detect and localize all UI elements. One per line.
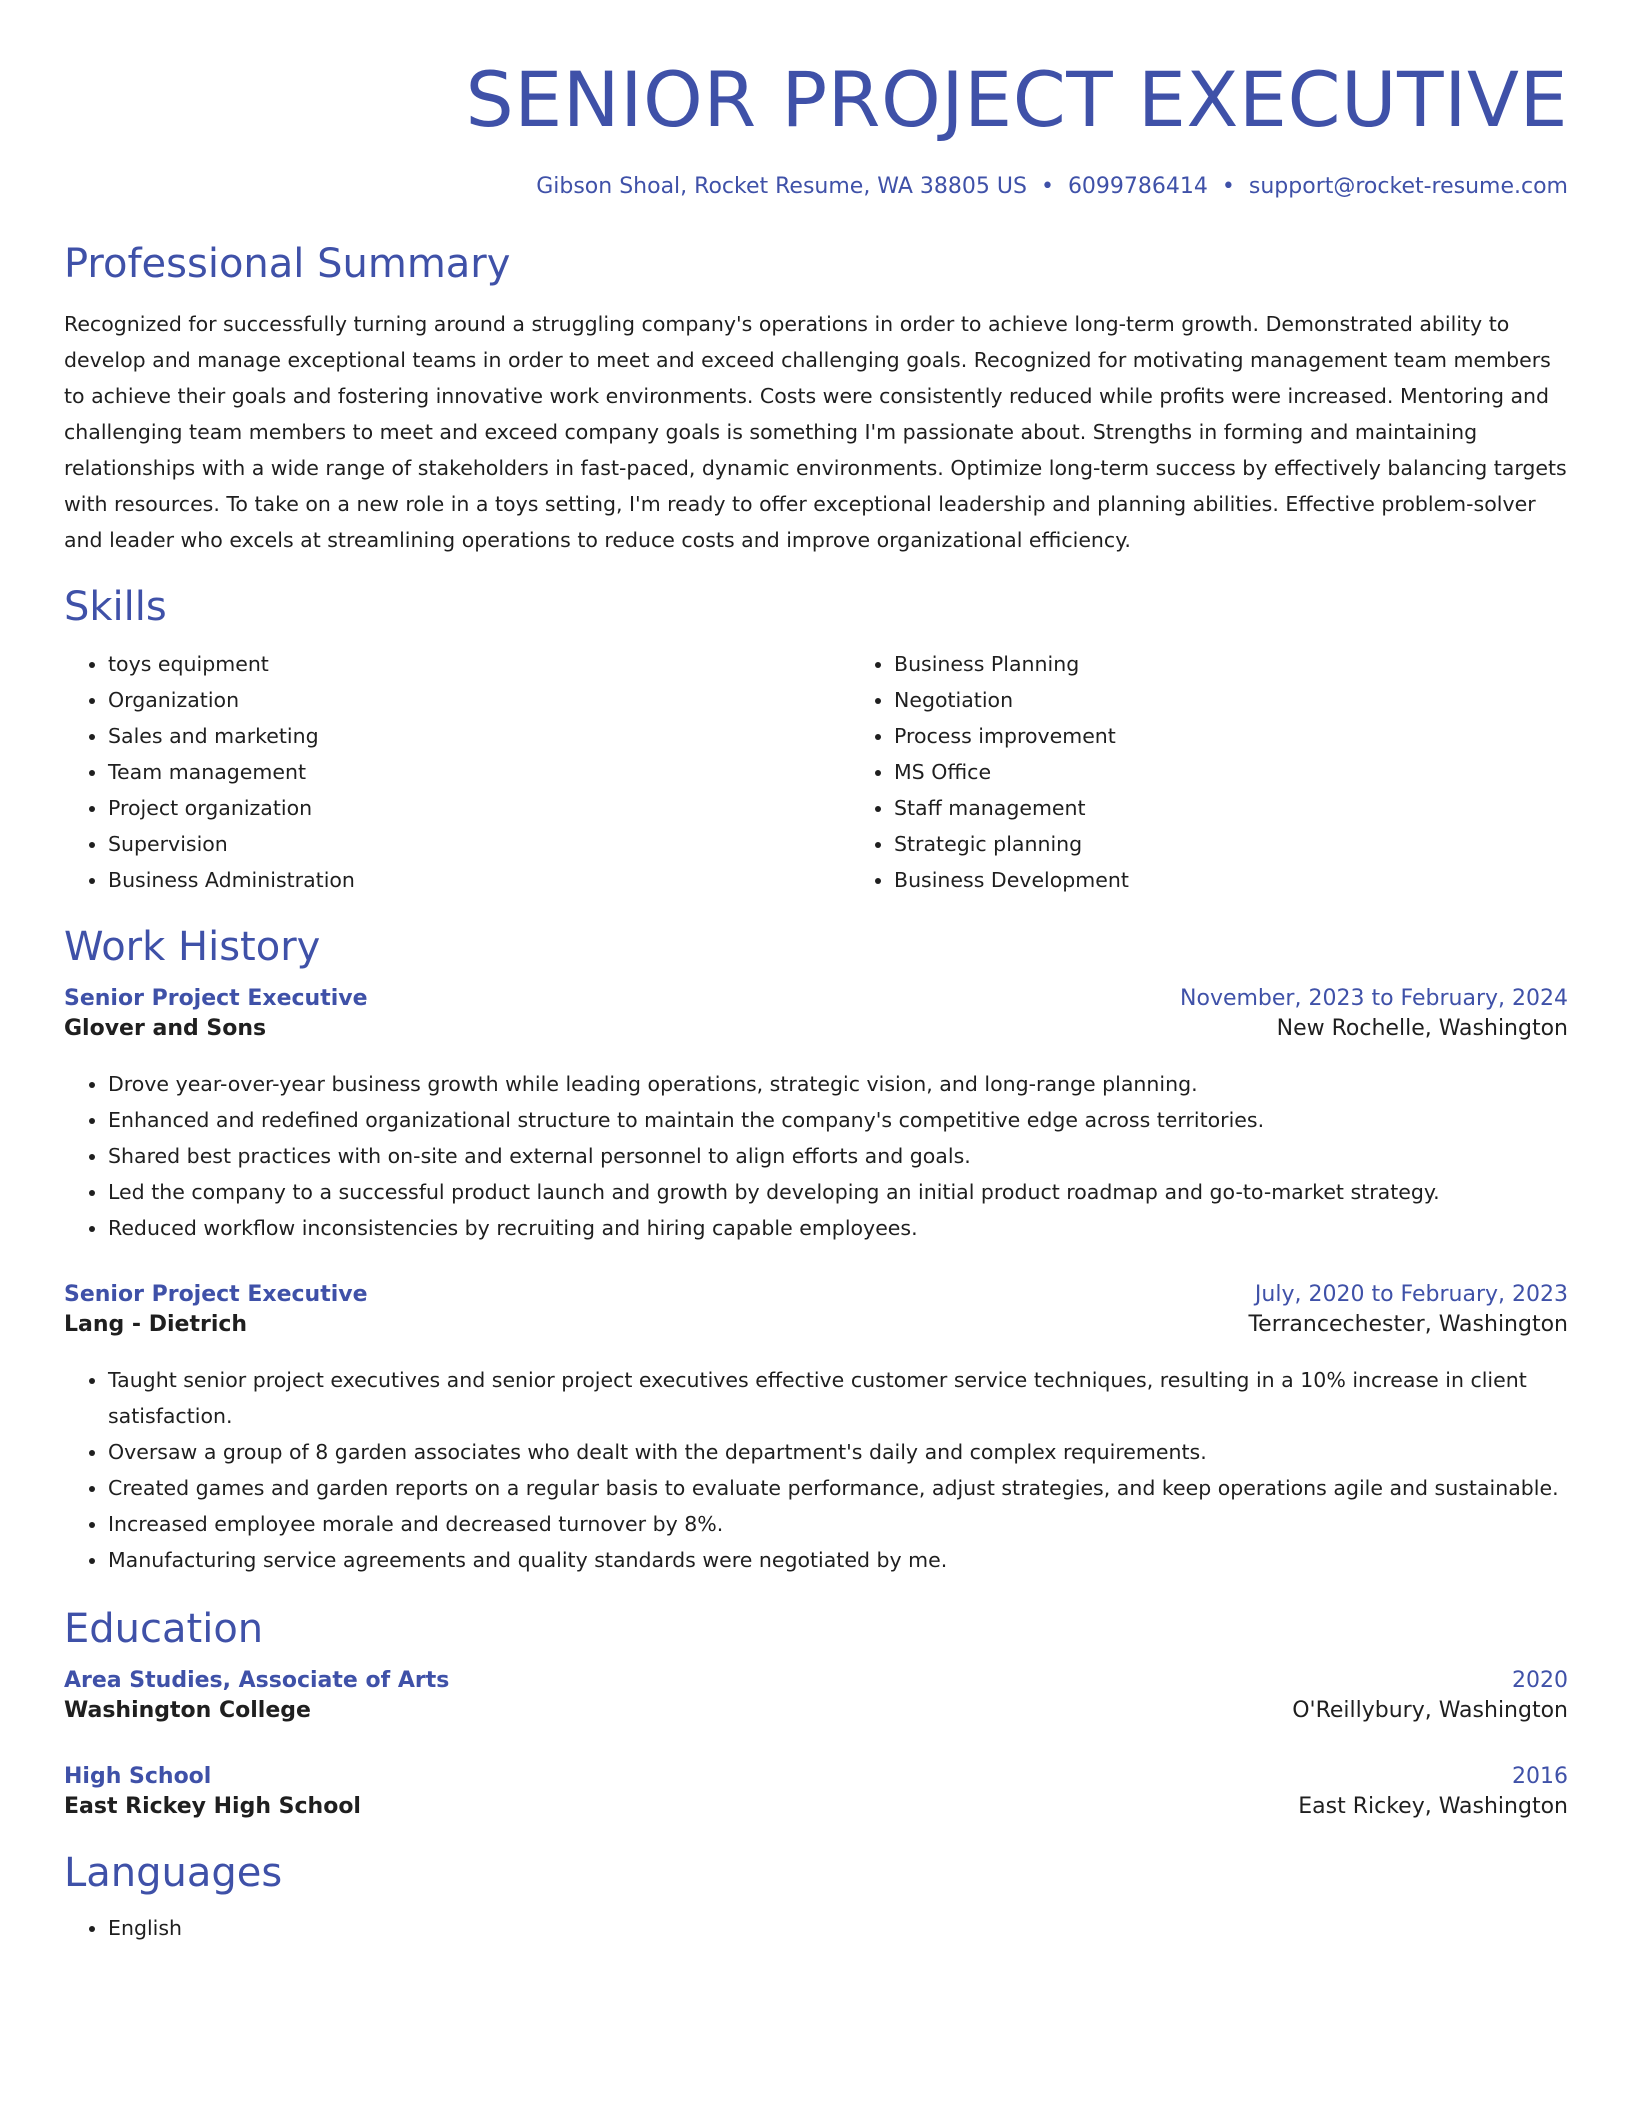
skill-item: • Project organization xyxy=(108,790,850,826)
job-title-row xyxy=(64,1280,1568,1310)
job-company: Lang - Dietrich xyxy=(64,1312,248,1337)
job-bullet: • Reduced workflow inconsistencies by recruiting and hiring capable employees. xyxy=(108,1210,1568,1246)
section-title-education: Education xyxy=(64,1606,264,1652)
education-year: 2020 xyxy=(1512,1668,1568,1693)
skill-item: • toys equipment xyxy=(108,646,850,682)
section-title-skills: Skills xyxy=(64,584,167,630)
skill-item: • Strategic planning xyxy=(894,826,1632,862)
education-location: O'Reillybury, Washington xyxy=(1292,1698,1568,1723)
languages-list xyxy=(64,1910,1568,1946)
job-bullets xyxy=(64,1362,1568,1578)
education-entry xyxy=(64,1666,1568,1726)
skills-columns xyxy=(64,646,1568,898)
contact-separator: • xyxy=(1221,174,1235,199)
skill-item: • Team management xyxy=(108,754,850,790)
education-degree-row xyxy=(64,1666,1568,1696)
job-entry xyxy=(64,984,1568,1246)
skill-item: • MS Office xyxy=(894,754,1632,790)
job-location: New Rochelle, Washington xyxy=(1276,1016,1568,1041)
job-bullet: • Created games and garden reports on a regular basis to evaluate performance, adjust strategies, and keep operations agile and sustainable. xyxy=(108,1470,1568,1506)
contact-email: support@rocket-resume.com xyxy=(1248,174,1568,199)
job-company-row xyxy=(64,1310,1568,1340)
job-location: Terrancechester, Washington xyxy=(1248,1312,1568,1337)
job-bullet: • Manufacturing service agreements and quality standards were negotiated by me. xyxy=(108,1542,1568,1578)
skill-item: • Business Administration xyxy=(108,862,850,898)
job-bullet: • Enhanced and redefined organizational structure to maintain the company's competitive edge across territories. xyxy=(108,1102,1568,1138)
education-school: Washington College xyxy=(64,1698,311,1723)
skill-item: • Supervision xyxy=(108,826,850,862)
work-history-section xyxy=(64,922,1568,1578)
skill-item: • Sales and marketing xyxy=(108,718,850,754)
job-bullet: • Shared best practices with on-site and external personnel to align efforts and goals. xyxy=(108,1138,1568,1174)
job-bullets xyxy=(64,1066,1568,1246)
job-bullet: • Drove year-over-year business growth while leading operations, strategic vision, and long-range planning. xyxy=(108,1066,1568,1102)
education-degree-row xyxy=(64,1762,1568,1792)
skills-list-right xyxy=(850,646,1632,898)
skill-item: • Business Planning xyxy=(894,646,1632,682)
job-bullet: • Increased employee morale and decreased turnover by 8%. xyxy=(108,1506,1568,1542)
job-bullet: • Oversaw a group of 8 garden associates who dealt with the department's daily and complex requirements. xyxy=(108,1434,1568,1470)
language-item: • English xyxy=(108,1910,1568,1946)
education-school: East Rickey High School xyxy=(64,1794,361,1819)
contact-separator: • xyxy=(1040,174,1054,199)
job-bullet: • Taught senior project executives and senior project executives effective customer service techniques, resulting in a 10% increase in client satisfaction. xyxy=(108,1362,1568,1434)
professional-summary-section xyxy=(64,239,1568,558)
job-bullet: • Led the company to a successful product launch and growth by developing an initial product roadmap and go-to-market strategy. xyxy=(108,1174,1568,1210)
education-entry xyxy=(64,1762,1568,1822)
job-title: Senior Project Executive xyxy=(64,1282,368,1307)
contact-address: Gibson Shoal, Rocket Resume, WA 38805 US xyxy=(536,174,1027,199)
education-degree: High School xyxy=(64,1764,212,1789)
education-degree: Area Studies, Associate of Arts xyxy=(64,1668,450,1693)
education-school-row xyxy=(64,1792,1568,1822)
section-title-summary: Professional Summary xyxy=(64,241,511,287)
languages-section xyxy=(64,1848,1568,1946)
resume-header xyxy=(64,0,1568,202)
job-dates: July, 2020 to February, 2023 xyxy=(1254,1282,1568,1307)
job-company-row xyxy=(64,1014,1568,1044)
job-title: Senior Project Executive xyxy=(64,986,368,1011)
skills-section xyxy=(64,582,1568,898)
skill-item: • Process improvement xyxy=(894,718,1632,754)
education-location: East Rickey, Washington xyxy=(1298,1794,1568,1819)
candidate-name: SENIOR PROJECT EXECUTIVE xyxy=(465,55,1568,144)
skill-item: • Business Development xyxy=(894,862,1632,898)
summary-text: Recognized for successfully turning around a struggling company's operations in order to achieve long-term growth. Demonstrated ability to develop and manage exceptional teams in order to meet and exceed challenging goals. Recognized for motivating management team members to achieve their goals and fostering innovative work environments. Costs were consistently reduced while profits were increased. Mentoring and challenging team members to meet and exceed company goals is something I'm passionate about. Strengths in forming and maintaining relationships with a wide range of stakeholders in fast-paced, dynamic environments. Optimize long-term success by effectively balancing targets with resources. To take on a new role in a toys setting, I'm ready to offer exceptional leadership and planning abilities. Effective problem-solver and leader who excels at streamlining operations to reduce costs and improve organizational efficiency. xyxy=(64,312,1567,552)
contact-phone: 6099786414 xyxy=(1067,174,1208,199)
skill-item: • Organization xyxy=(108,682,850,718)
section-title-languages: Languages xyxy=(64,1850,283,1896)
skill-item: • Negotiation xyxy=(894,682,1632,718)
section-title-work-history: Work History xyxy=(64,924,321,970)
job-company: Glover and Sons xyxy=(64,1016,267,1041)
education-section xyxy=(64,1604,1568,1822)
education-school-row xyxy=(64,1696,1568,1726)
education-year: 2016 xyxy=(1512,1764,1568,1789)
skill-item: • Staff management xyxy=(894,790,1632,826)
skills-list-left xyxy=(64,646,850,898)
job-entry xyxy=(64,1280,1568,1578)
job-title-row xyxy=(64,984,1568,1014)
job-dates: November, 2023 to February, 2024 xyxy=(1180,986,1568,1011)
contact-line xyxy=(64,172,1568,202)
